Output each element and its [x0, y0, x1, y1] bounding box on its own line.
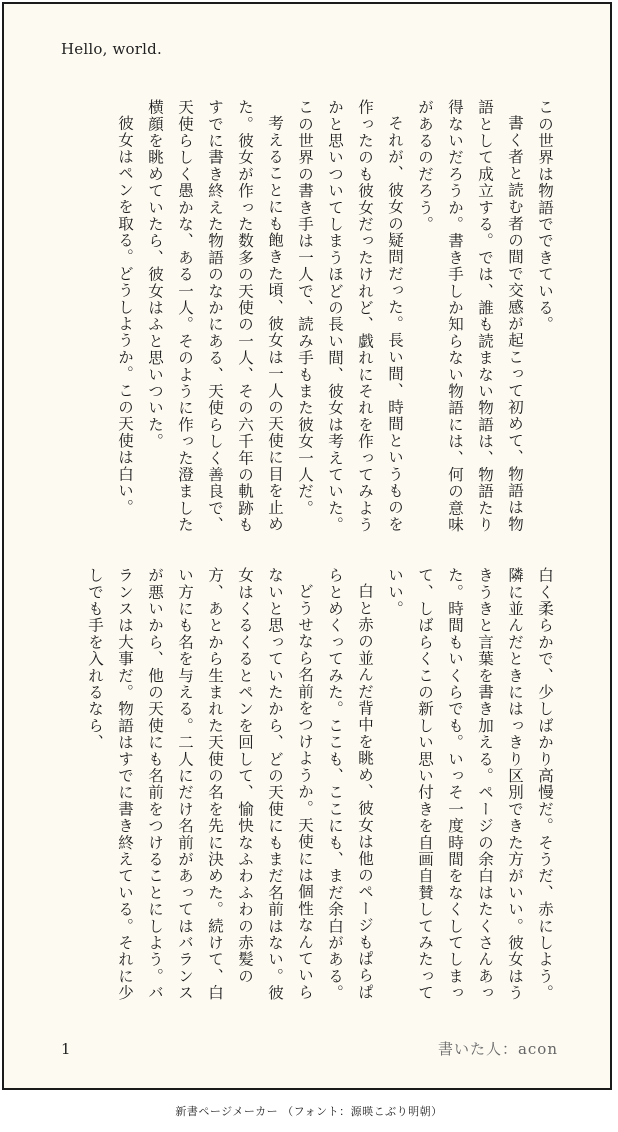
paragraph: 考えることにも飽きた頃、彼女は一人の天使に目を止めた。彼女が作った数多の天使の一人、その六千年の軌跡もすでに書き終えた物語のなかにある、天使らしく善良で、天使らしく愚かな、ある一人。そのように作った澄ました横顔を眺めていたら、彼女はふと思いついた。: [146, 99, 284, 534]
paragraph: 彼女はペンを取る。どうしようか。この天使は白い。: [116, 114, 134, 516]
paragraph: 書く者と読む者の間で交感が起こって初めて、物語は物語として成立する。では、誰も読まない物語は、物語たり得ないだろうか。書き手しか知らない物語には、何の意味があるのだろう。: [416, 99, 524, 534]
paragraph: 白く柔らかで、少しばかり高慢だ。そうだ、赤にしよう。隣に並んだときにはっきり区別できた方がいい。彼女はうきうきと言葉を書き加える。ページの余白はたくさんあった。時間もいくらでも。いっそ一度時間をなくしてしまって、しばらくこの新しい思い付きを自画自賛してみたっていい。: [386, 567, 554, 1002]
page-header-text: Hello, world.: [61, 40, 162, 58]
text-column-bottom: [50, 567, 560, 1007]
text-column-top: [50, 99, 560, 539]
book-page: [2, 2, 612, 1090]
paragraph: どうせなら名前をつけようか。天使には個性なんていらないと思っていたから、どの天使にもまだ名前はない。彼女はくるくるとペンを回して、愉快なふわふわの赤髪の方、あとから生まれた天使の名を先に決めた。続けて、白い方にも名を与える。二人にだけ名前があってはバランスが悪いから、他の天使にも名前をつけることにしよう。バランスは大事だ。物語はすでに書き終えている。それに少しでも手を入れるなら、: [86, 567, 314, 1002]
page-number: 1: [61, 1040, 71, 1058]
paragraph: この世界は物語でできている。: [536, 99, 554, 333]
paragraph: 白と赤の並んだ背中を眺め、彼女は他のページもぱらぱらとめくってみた。ここも、ここにも、まだ余白がある。: [326, 567, 374, 1002]
paragraph: それが、彼女の疑問だった。長い間、時間というものを作ったのも彼女だったけれど、戯れにそれを作ってみようかと思いついてしまうほどの長い間、彼女は考えていた。この世界の書き手は一人で、読み手もまた彼女一人だ。: [296, 99, 404, 534]
generator-credit: 新書ページメーカー （フォント：源暎こぶり明朝）: [175, 1105, 443, 1118]
author-credit: 書いた人：acon: [437, 1040, 558, 1058]
